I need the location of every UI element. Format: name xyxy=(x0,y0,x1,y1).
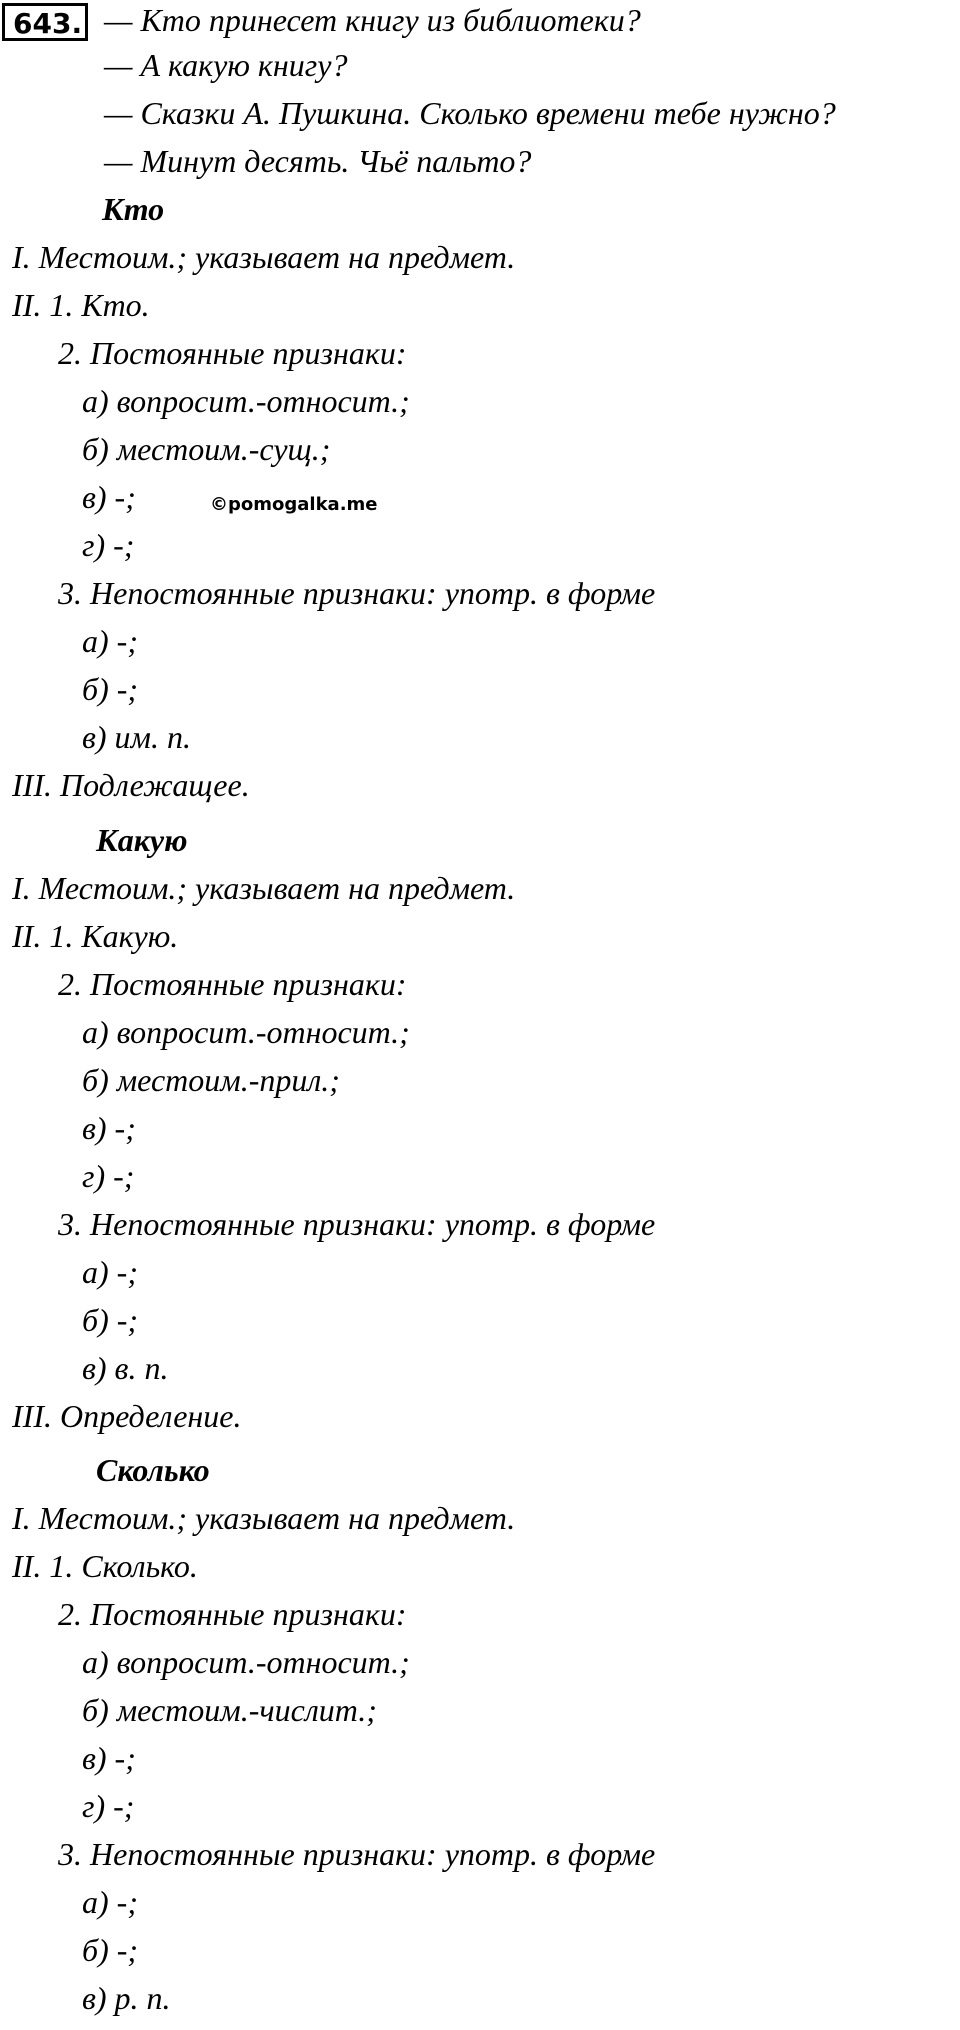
analysis-line: в) -; xyxy=(82,1110,136,1146)
analysis-line: а) -; xyxy=(82,1884,138,1920)
analysis-line: а) вопросит.-относит.; xyxy=(82,1014,410,1050)
section-heading-kto: Кто xyxy=(102,191,165,227)
analysis-line: 2. Постоянные признаки: xyxy=(58,1596,407,1632)
analysis-line: б) -; xyxy=(82,671,139,707)
analysis-line: II. 1. Сколько. xyxy=(12,1548,198,1584)
analysis-line: в) им. п. xyxy=(82,719,191,755)
analysis-line: 3. Непостоянные признаки: употр. в форме xyxy=(58,1206,656,1242)
analysis-line: I. Местоим.; указывает на предмет. xyxy=(12,239,516,275)
analysis-line: а) вопросит.-относит.; xyxy=(82,1644,410,1680)
dialogue-line-4: — Минут десять. Чьё пальто? xyxy=(104,143,532,179)
dialogue-line-1: — Кто принесет книгу из библиотеки? xyxy=(104,2,641,38)
section-heading-kakuyu: Какую xyxy=(96,822,188,858)
analysis-line: в) в. п. xyxy=(82,1350,169,1386)
analysis-line: II. 1. Какую. xyxy=(12,918,179,954)
dialogue-line-3: — Сказки А. Пушкина. Сколько времени тебе нужно? xyxy=(104,95,836,131)
analysis-line: 3. Непостоянные признаки: употр. в форме xyxy=(58,575,656,611)
analysis-line: а) -; xyxy=(82,623,138,659)
analysis-line: III. Определение. xyxy=(12,1398,242,1434)
analysis-line: а) вопросит.-относит.; xyxy=(82,383,410,419)
exercise-number-box xyxy=(2,3,88,41)
analysis-line: в) -; xyxy=(82,479,136,515)
analysis-line: 2. Постоянные признаки: xyxy=(58,335,407,371)
analysis-line: а) -; xyxy=(82,1254,138,1290)
analysis-line: в) р. п. xyxy=(82,1980,171,2016)
analysis-line: б) местоим.-числит.; xyxy=(82,1692,377,1728)
analysis-line: I. Местоим.; указывает на предмет. xyxy=(12,1500,516,1536)
analysis-line: б) местоим.-прил.; xyxy=(82,1062,340,1098)
exercise-number: 643. xyxy=(13,7,83,40)
analysis-line: б) -; xyxy=(82,1302,139,1338)
analysis-line: 3. Непостоянные признаки: употр. в форме xyxy=(58,1836,656,1872)
section-heading-skolko: Сколько xyxy=(96,1452,210,1488)
analysis-line: г) -; xyxy=(82,1158,135,1194)
analysis-line: III. Подлежащее. xyxy=(12,767,250,803)
analysis-line: 2. Постоянные признаки: xyxy=(58,966,407,1002)
watermark: ©pomogalka.me xyxy=(210,494,378,515)
analysis-line: в) -; xyxy=(82,1740,136,1776)
analysis-line: г) -; xyxy=(82,527,135,563)
dialogue-line-2: — А какую книгу? xyxy=(104,47,348,83)
analysis-line: б) местоим.-сущ.; xyxy=(82,431,331,467)
analysis-line: б) -; xyxy=(82,1932,139,1968)
analysis-line: I. Местоим.; указывает на предмет. xyxy=(12,870,516,906)
analysis-line: г) -; xyxy=(82,1788,135,1824)
analysis-line: II. 1. Кто. xyxy=(12,287,150,323)
